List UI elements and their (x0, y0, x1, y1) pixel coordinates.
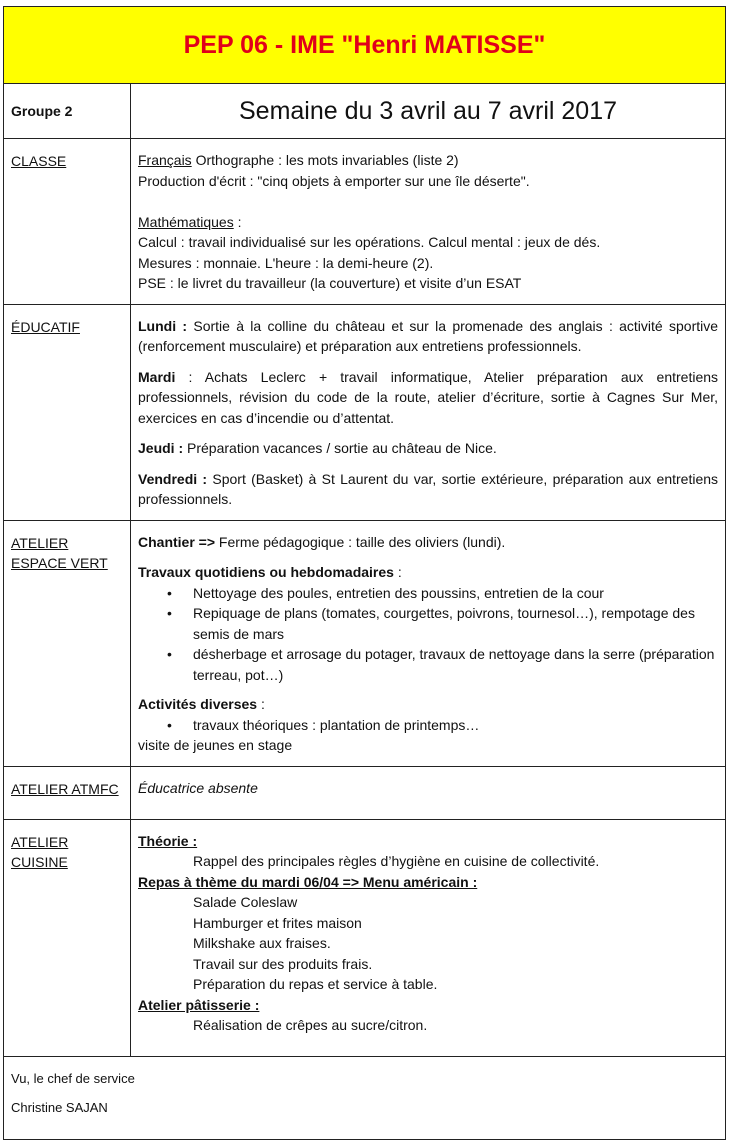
francais-text: Orthographe : les mots invariables (liste 2) (191, 152, 459, 168)
espace-vert-row (4, 520, 726, 766)
signatory-name: Christine SAJAN (11, 1099, 108, 1115)
espace-vert-label (4, 520, 131, 766)
label-line: CUISINE (11, 854, 68, 870)
travaux-suffix: : (393, 564, 402, 580)
pse-line: PSE : le livret du travailleur (la couverture) et visite d’un ESAT (138, 275, 522, 291)
visite-line: visite de jeunes en stage (138, 737, 293, 753)
activites-suffix: : (257, 696, 265, 712)
educatif-row (4, 304, 726, 520)
maths-suffix: : (233, 213, 242, 230)
day-name: Vendredi : (138, 470, 208, 487)
cuisine-row (4, 819, 726, 1056)
approval-line: Vu, le chef de service (11, 1070, 135, 1086)
menu-item: Hamburger et frites maison (193, 914, 362, 931)
day-entry (138, 469, 718, 510)
educatif-content (131, 304, 726, 520)
document-title: PEP 06 - IME "Henri MATISSE" (183, 31, 546, 59)
travaux-list (138, 583, 718, 686)
title-banner (4, 7, 726, 84)
patisserie-label: Atelier pâtisserie : (138, 996, 260, 1013)
menu-item: Travail sur des produits frais. (193, 955, 373, 972)
day-text: Sport (Basket) à St Laurent du var, sortie extérieure, préparation aux entretiens professionnels. (138, 470, 719, 507)
calcul-line: Calcul : travail individualisé sur les opérations. Calcul mental : jeux de dés. (138, 234, 601, 250)
classe-row (4, 139, 726, 305)
theorie-text: Rappel des principales règles d’hygiène en cuisine de collectivité. (193, 853, 600, 869)
menu-item: Milkshake aux fraises. (193, 935, 331, 951)
label-line: ESPACE VERT (11, 555, 108, 571)
repas-label: Repas à thème du mardi 06/04 => Menu américain : (138, 873, 478, 890)
day-name: Jeudi : (138, 440, 184, 456)
spacer (138, 191, 718, 212)
list-item: • travaux théoriques : plantation de printemps… (193, 715, 718, 736)
day-entry (138, 367, 718, 429)
footer-row (4, 1056, 726, 1139)
espace-vert-content (131, 520, 726, 766)
patisserie-text: Réalisation de crêpes au sucre/citron. (193, 1017, 428, 1033)
day-text: Préparation vacances / sortie au château de Nice. (183, 440, 497, 456)
label-line: ATELIER (11, 534, 69, 551)
menu-item: Salade Coleslaw (193, 894, 298, 910)
classe-label: CLASSE (4, 139, 131, 305)
day-name: Lundi : (138, 317, 188, 334)
educatif-label: ÉDUCATIF (4, 304, 131, 520)
day-name: Mardi (138, 368, 176, 385)
label-line: ATELIER (11, 833, 69, 850)
travaux-heading (138, 562, 718, 583)
atmfc-content: Éducatrice absente (131, 766, 726, 819)
atmfc-row (4, 766, 726, 819)
atmfc-label: ATELIER ATMFC (4, 766, 131, 819)
theorie-label: Théorie : (138, 832, 198, 849)
chantier-line (138, 532, 718, 553)
day-text: : Achats Leclerc + travail informatique, Atelier préparation aux entretiens professionnels, révision du code de la route, atelier d’écriture, sortie à Cagnes Sur Mer, exercices en cas d’incendie ou d’attentat. (138, 368, 719, 426)
travaux-label: Travaux quotidiens ou hebdomadaires (138, 564, 394, 580)
mesures-line: Mesures : monnaie. L'heure : la demi-heure (2). (138, 254, 434, 271)
classe-content (131, 139, 726, 305)
signature-block (4, 1056, 726, 1139)
cuisine-label (4, 819, 131, 1056)
week-heading: Semaine du 3 avril au 7 avril 2017 (131, 84, 726, 139)
day-entry (138, 316, 718, 357)
title-row (4, 7, 726, 84)
maths-heading (138, 212, 718, 233)
activites-label: Activités diverses (138, 696, 258, 712)
menu-item: Préparation du repas et service à table. (193, 976, 438, 992)
list-item: • désherbage et arrosage du potager, travaux de nettoyage dans la serre (préparation terreau, pot…) (193, 644, 718, 685)
spacer (138, 685, 718, 694)
chantier-text: Ferme pédagogique : taille des oliviers (lundi). (215, 533, 506, 550)
day-entry (138, 438, 718, 459)
maths-label: Mathématiques (138, 213, 234, 230)
production-line: Production d'écrit : "cinq objets à emporter sur une île déserte". (138, 172, 530, 189)
cuisine-content (131, 819, 726, 1056)
list-item: • Nettoyage des poules, entretien des poussins, entretien de la cour (193, 583, 718, 604)
francais-label: Français (138, 152, 192, 168)
schedule-table (3, 6, 726, 1140)
group-label: Groupe 2 (4, 84, 131, 139)
day-text: Sortie à la colline du château et sur la promenade des anglais : activité sportive (renforcement musculaire) et préparation aux entretiens professionnels. (138, 317, 719, 354)
activites-heading (138, 694, 718, 715)
chantier-label: Chantier => (138, 533, 216, 550)
francais-line (138, 150, 718, 171)
list-item: • Repiquage de plans (tomates, courgettes, poivrons, tournesol…), rempotage des semis de mars (193, 603, 718, 644)
weekly-schedule-sheet (3, 6, 725, 1140)
activites-list (138, 715, 718, 736)
week-row (4, 84, 726, 139)
